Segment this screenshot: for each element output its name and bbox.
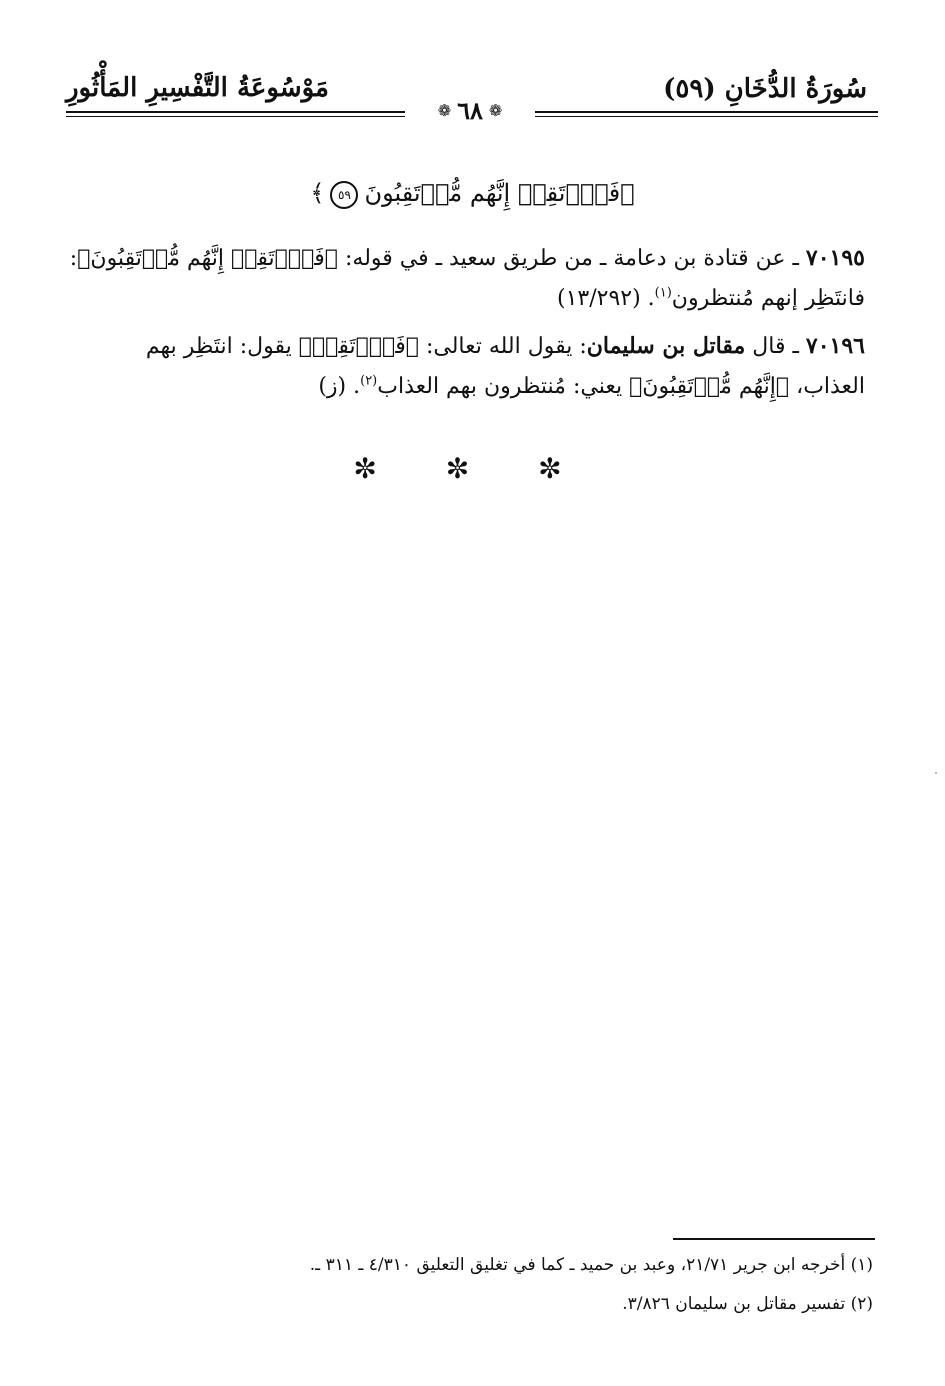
narration-text: : يقول الله تعالى: ﴿فَٱرۡتَقِبۡ﴾ يقول: انتَظِر بهم — [145, 334, 587, 359]
narration-line — [65, 279, 865, 319]
narration-line — [65, 326, 865, 367]
page-number-box — [405, 94, 535, 128]
narrator-name: مقاتل بن سليمان — [586, 333, 746, 359]
narration-line — [65, 367, 865, 407]
footnote-ref[interactable]: (١) — [654, 285, 672, 301]
citation: . (ز) — [318, 374, 361, 399]
ornament-left-icon: ❁ — [437, 101, 452, 120]
verse-text: فَٱرۡتَقِبۡ إِنَّهُم مُّرۡتَقِبُونَ — [364, 179, 621, 207]
citation: . (١٣/٢٩٢) — [556, 286, 655, 311]
narration-number: ٧٠١٩٦ — [805, 333, 865, 359]
ayah-number-marker: ٥٩ — [330, 181, 358, 209]
narration-number: ٧٠١٩٥ — [805, 245, 865, 271]
narration-text: ـ قال — [745, 334, 806, 359]
verse-heading — [0, 176, 945, 210]
narration-line — [65, 238, 865, 279]
narration-text: العذاب، ﴿إِنَّهُم مُّرۡتَقِبُونَ﴾ يعني: مُنتظرون بهم العذاب — [377, 374, 865, 399]
ornament-right-icon: ❁ — [488, 101, 503, 120]
narration-text: ـ عن قتادة بن دعامة ـ من طريق سعيد ـ في قوله: ﴿فَٱرۡتَقِبۡ إِنَّهُم مُّرۡتَقِبُونَ﴾: — [69, 246, 806, 271]
narration-70196 — [65, 326, 865, 407]
footnote-rule — [673, 1238, 875, 1240]
book-title: مَوْسُوعَةُ التَّفْسِيرِ المَأْثُورِ — [66, 73, 329, 103]
footnote-ref[interactable]: (٢) — [360, 373, 378, 389]
page-number: ٦٨ — [457, 96, 483, 125]
verse-close-bracket: ﴾ — [310, 179, 325, 207]
narration-70195 — [65, 238, 865, 319]
verse-open-bracket: ﴿ — [620, 179, 635, 207]
margin-speck — [935, 772, 937, 774]
footnote-1: (١) أخرجه ابن جرير ٢١/٧١، وعبد بن حميد ـ كما في تغليق التعليق ٤/٣١٠ ـ ٣١١ ـ. — [309, 1255, 873, 1275]
section-separator-stars-icon: ✼ ✼ ✼ — [353, 452, 592, 485]
footnote-2: (٢) تفسير مقاتل بن سليمان ٣/٨٢٦. — [622, 1294, 873, 1314]
surah-title: سُورَةُ الدُّخَانِ (٥٩) — [663, 74, 867, 104]
narration-text: فانتَظِر إنهم مُنتظرون — [671, 286, 865, 311]
